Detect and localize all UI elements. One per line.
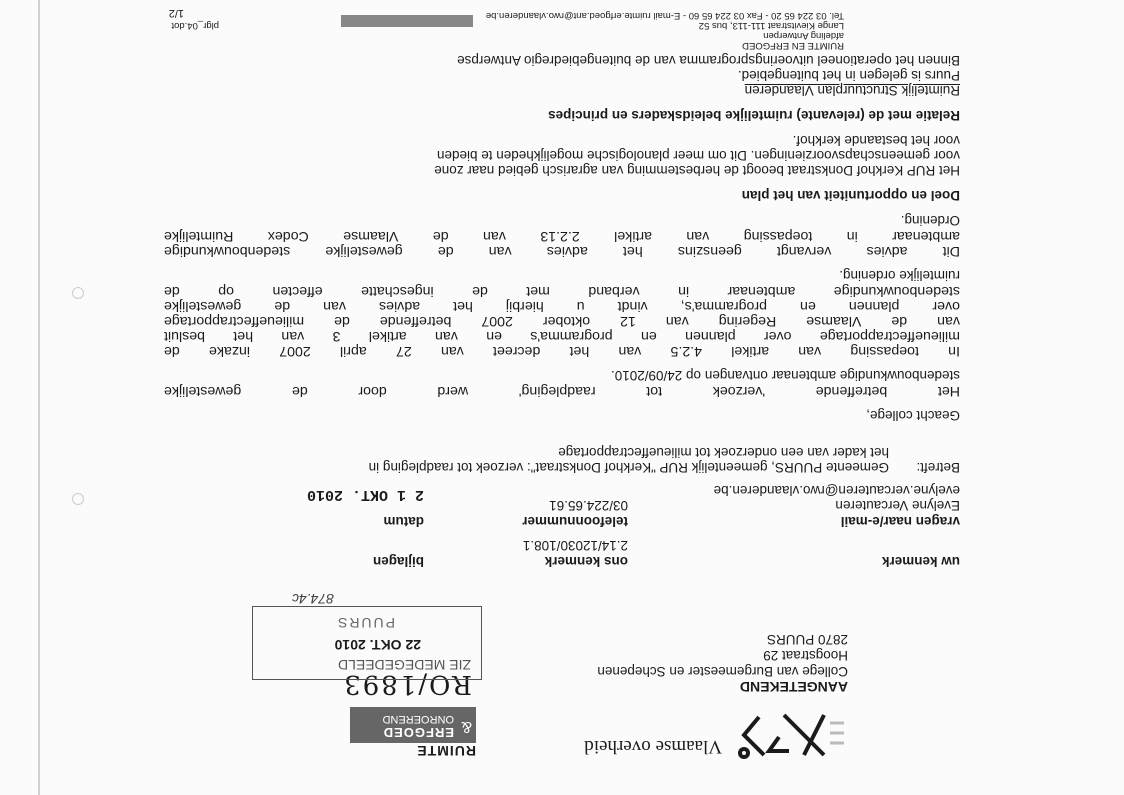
section-doel-line2: voor gemeenschapsvoorzieningen. Dit om meer planologische mogelijkheden te bieden	[436, 148, 960, 163]
reception-stamp	[252, 606, 482, 680]
contact-name: Evelyne Vercauteren	[835, 498, 960, 513]
paragraph-2-line3: van de Vlaamse Regering van 12 oktober 2007 betreffende de milieueffectrapportage	[164, 313, 960, 329]
recipient-city: 2870 PUURS	[766, 632, 848, 647]
paragraph-3-line2: ambtenaar in toepassing van artikel 2.2.13 van de Vlaamse Codex Ruimtelijke	[164, 228, 960, 244]
section-relatie-line1: Puurs is gelegen in het buitengebied.	[737, 68, 960, 83]
paragraph-1-line1: Het betreffende 'verzoek tot raadpleging' werd door de gewestelijke	[164, 383, 960, 399]
letter-date-stamp: 2 1 OKT. 2010	[306, 486, 424, 503]
ons-kenmerk-label: ons kenmerk	[544, 554, 628, 569]
stamp-line1: ZIE MEDEGEDEELD	[337, 657, 471, 673]
paragraph-2-line5: stedenbouwkundige ambtenaar in verband met de ingeschatte effecten op de	[164, 283, 960, 299]
datum-label: datum	[383, 514, 424, 529]
stamp-municipality: PUURS	[335, 615, 395, 631]
bijlagen-label: bijlagen	[372, 554, 424, 569]
department-logo-box	[350, 707, 476, 743]
footer-docname: plgr_04.dot	[171, 20, 219, 31]
punch-hole	[72, 493, 84, 505]
paragraph-3-line1: Dit advies vervangt geenszins het advies van de gewestelijke stedenbouwkundige	[164, 243, 960, 259]
section-doel-heading: Doel en opportuniteit van het plan	[741, 188, 960, 203]
handwritten-note: 874.4c	[291, 591, 334, 607]
footer-org: RUIMTE EN ERFGOED	[742, 40, 844, 51]
section-relatie-subheading: Ruimtelijk Structuurplan Vlaanderen	[744, 83, 960, 98]
subject-label: Betreft:	[916, 460, 960, 475]
registered-label: AANGETEKEND	[739, 679, 848, 695]
subject-line1: Gemeente PUURS, gemeentelijk RUP "Kerkhof Donkstraat": verzoek tot raadpleging in	[368, 460, 889, 475]
paragraph-2-line1: In toepassing van artikel 4.2.5 van het decreet van 27 april 2007 inzake de	[164, 343, 960, 359]
paragraph-2-line4: over plannen en programma's, vindt u hierbij het advies van de gewestelijke	[164, 298, 960, 314]
punch-hole	[72, 287, 84, 299]
section-doel-line1: Het RUP Kerkhof Donkstraat beoogt de herbestemming van agrarisch gebied naar zone	[434, 163, 960, 178]
telefoon-label: telefoonnummer	[522, 514, 628, 529]
vlaamse-overheid-lion-logo	[724, 705, 844, 765]
scan-edge-line	[38, 0, 40, 795]
subject-line2: het kader van een onderzoek tot milieueffectrapportage	[558, 445, 889, 460]
salutation: Geacht college,	[866, 408, 960, 423]
recipient-name: College van Burgemeester en Schepenen	[597, 664, 848, 679]
department-erfgoed: ERFGOED	[382, 725, 454, 740]
uw-kenmerk-label: uw kenmerk	[881, 554, 960, 569]
paragraph-2-line6: ruimtelijke ordening.	[839, 268, 960, 283]
contact-phone: 03/224.65.61	[549, 498, 628, 513]
scanner-gray-bar	[341, 15, 473, 27]
department-ruimte: RUIMTE	[416, 743, 476, 759]
vragen-label: vragen naar/e-mail	[840, 514, 960, 529]
stamp-date: 22 OKT. 2010	[334, 637, 421, 653]
department-ampersand: &	[461, 718, 472, 735]
paragraph-3-line3: Ordening.	[900, 213, 960, 228]
authority-name: Vlaamse overheid	[584, 736, 722, 757]
footer-division: afdeling Antwerpen	[763, 30, 844, 41]
department-onroerend: ONROEREND	[382, 713, 454, 725]
contact-email: evelyne.vercauteren@rwo.vlaanderen.be	[713, 483, 960, 498]
footer-page-number: 1/2	[168, 7, 184, 19]
handwritten-reference: RO/1893	[342, 669, 472, 699]
paragraph-1-line2: stedenbouwkundige ambtenaar ontvangen op 24/09/2010.	[610, 368, 960, 383]
recipient-street: Hoogstraat 29	[763, 648, 848, 663]
footer-contact: Tel. 03 224 65 20 - Fax 03 224 65 60 - E-mail ruimte.erfgoed.ant@rwo.vlaanderen.be	[485, 10, 844, 21]
section-doel-line3: voor het bestaande kerkhof.	[792, 133, 960, 148]
section-relatie-heading: Relatie met de (relevante) ruimtelijke beleidskaders en principes	[548, 108, 960, 123]
footer-address: Lange Kievitstraat 111-113, bus 52	[698, 20, 844, 31]
ons-kenmerk-value: 2.14/12030/108.1	[522, 538, 628, 553]
section-relatie-line2: Binnen het operationeel uitvoeringsprogramma van de buitengebiedregio Antwerpse	[457, 53, 960, 68]
paragraph-2-line2: milieueffectrapportage over plannen en programma's en van artikel 3 van het besluit	[164, 328, 960, 344]
